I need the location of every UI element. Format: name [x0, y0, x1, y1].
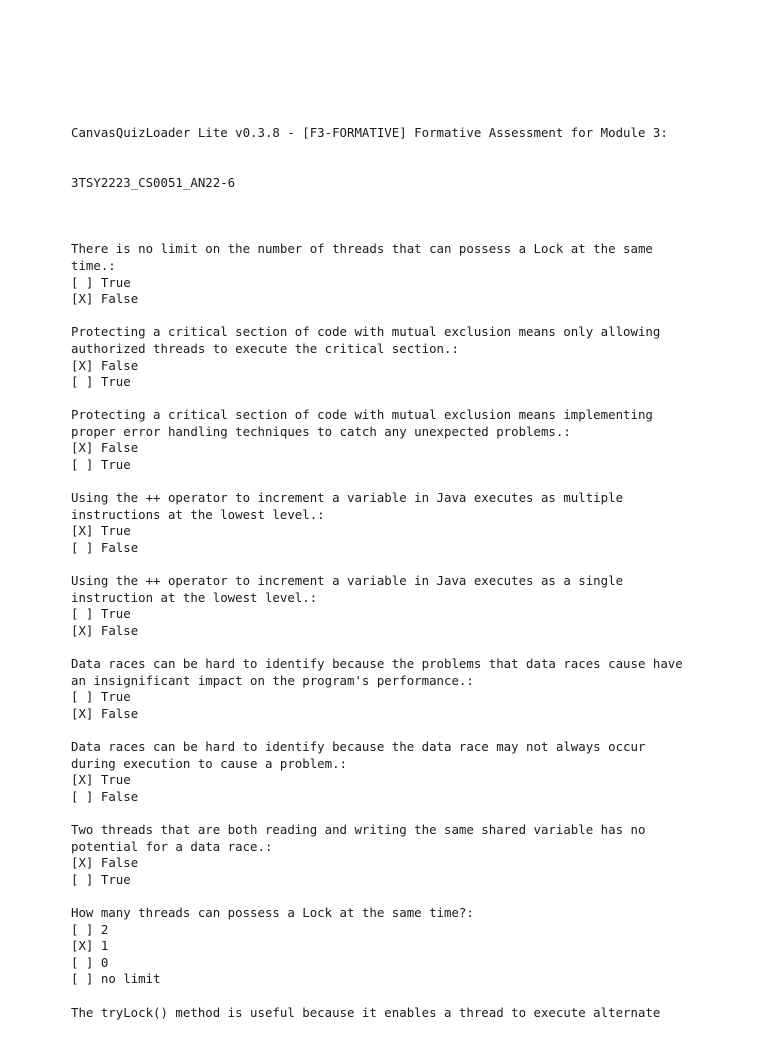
answer-option-label: 1: [100, 938, 109, 954]
question-text-line: Using the ++ operator to increment a variable in Java executes as multiple: [71, 490, 624, 506]
question-block: [71, 1005, 731, 1022]
answer-option: [71, 706, 731, 723]
answer-option: [71, 440, 731, 457]
question-block: [71, 490, 731, 556]
answer-option: [71, 275, 731, 292]
answer-option-label: False: [100, 440, 139, 456]
answer-checkbox-mark: [X]: [71, 855, 94, 871]
answer-checkbox-mark: [X]: [71, 523, 94, 539]
question-list: [71, 225, 731, 1022]
question-block: [71, 739, 731, 805]
question-text-line: Protecting a critical section of code with mutual exclusion means only allowing: [71, 324, 661, 340]
answer-option-label: 2: [100, 921, 109, 937]
answer-option: [71, 938, 731, 955]
answer-option: [71, 623, 731, 640]
blank-line: [71, 225, 731, 242]
answer-option: [71, 540, 731, 557]
question-text-line: time.:: [71, 257, 116, 273]
answer-option-label: True: [100, 523, 131, 539]
question-text-line: instruction at the lowest level.:: [71, 589, 318, 605]
question-block: [71, 241, 731, 307]
document-title-line-1: CanvasQuizLoader Lite v0.3.8 - [F3-FORMATIVE] Formative Assessment for Module 3:: [71, 125, 668, 141]
blank-line: [71, 474, 731, 491]
answer-checkbox-mark: [X]: [71, 291, 94, 307]
question-text-line: Data races can be hard to identify because the data race may not always occur: [71, 739, 646, 755]
answer-option: [71, 606, 731, 623]
answer-checkbox-mark: [ ]: [71, 788, 94, 804]
answer-option-label: True: [100, 871, 131, 887]
answer-option-label: True: [100, 606, 131, 622]
question-text-line: Data races can be hard to identify because the problems that data races cause have: [71, 656, 683, 672]
answer-option-label: False: [100, 357, 139, 373]
answer-checkbox-mark: [ ]: [71, 871, 94, 887]
answer-option: [71, 971, 731, 988]
answer-checkbox-mark: [X]: [71, 623, 94, 638]
question-text-line: instructions at the lowest level.:: [71, 506, 325, 522]
answer-option: [71, 955, 731, 972]
answer-checkbox-mark: [X]: [71, 938, 94, 954]
answer-option-label: False: [100, 540, 139, 556]
question-text-line: The tryLock() method is useful because it enables a thread to execute alternate: [71, 1004, 661, 1020]
answer-option: [71, 922, 731, 939]
question-block: [71, 324, 731, 390]
blank-line: [71, 391, 731, 408]
document-title-line-2: 3TSY2223_CS0051_AN22-6: [71, 174, 236, 190]
answer-checkbox-mark: [ ]: [71, 954, 94, 970]
answer-option-label: False: [100, 855, 139, 871]
answer-option: [71, 358, 731, 375]
answer-option-label: False: [100, 788, 139, 804]
blank-line: [71, 988, 731, 1005]
answer-option: [71, 457, 731, 474]
answer-checkbox-mark: [ ]: [71, 689, 94, 705]
blank-line: [71, 308, 731, 325]
blank-line: [71, 640, 731, 657]
answer-checkbox-mark: [X]: [71, 357, 94, 373]
answer-option: [71, 374, 731, 391]
answer-checkbox-mark: [X]: [71, 705, 94, 721]
answer-checkbox-mark: [ ]: [71, 457, 94, 473]
answer-option-label: False: [100, 705, 139, 721]
answer-option: [71, 789, 731, 806]
answer-option-label: True: [100, 457, 131, 473]
answer-checkbox-mark: [ ]: [71, 374, 94, 390]
question-text-line: Two threads that are both reading and writing the same shared variable has no: [71, 822, 646, 838]
answer-option-label: True: [100, 772, 131, 788]
question-block: [71, 822, 731, 888]
answer-option-label: False: [100, 623, 139, 638]
answer-option: [71, 855, 731, 872]
blank-line: [71, 806, 731, 823]
question-block: [71, 656, 731, 722]
blank-line: [71, 723, 731, 740]
question-text-line: proper error handling techniques to catch any unexpected problems.:: [71, 423, 571, 439]
question-text-line: How many threads can possess a Lock at the same time?:: [71, 905, 474, 921]
answer-option: [71, 689, 731, 706]
question-text-line: Protecting a critical section of code with mutual exclusion means implementing: [71, 407, 653, 423]
question-block: [71, 905, 731, 988]
blank-line: [71, 889, 731, 906]
answer-checkbox-mark: [ ]: [71, 921, 94, 937]
answer-checkbox-mark: [X]: [71, 772, 94, 788]
answer-checkbox-mark: [ ]: [71, 606, 94, 622]
answer-option-label: True: [100, 689, 131, 705]
answer-option: [71, 872, 731, 889]
question-block: [71, 573, 731, 639]
quiz-document: [71, 92, 731, 1038]
answer-option-label: 0: [100, 954, 109, 970]
answer-option-label: True: [100, 274, 131, 290]
question-text-line: during execution to cause a problem.:: [71, 755, 348, 771]
answer-option: [71, 291, 731, 308]
answer-checkbox-mark: [X]: [71, 440, 94, 456]
question-text-line: an insignificant impact on the program's performance.:: [71, 672, 474, 688]
answer-option-label: False: [100, 291, 139, 307]
answer-checkbox-mark: [ ]: [71, 971, 94, 987]
question-text-line: Using the ++ operator to increment a variable in Java executes as a single: [71, 573, 624, 589]
answer-option: [71, 772, 731, 789]
answer-option-label: no limit: [100, 971, 161, 987]
question-text-line: authorized threads to execute the critical section.:: [71, 340, 459, 356]
question-block: [71, 407, 731, 473]
answer-checkbox-mark: [ ]: [71, 540, 94, 556]
answer-checkbox-mark: [ ]: [71, 274, 94, 290]
question-text-line: potential for a data race.:: [71, 838, 273, 854]
question-text-line: There is no limit on the number of threads that can possess a Lock at the same: [71, 241, 653, 257]
answer-option: [71, 523, 731, 540]
blank-line: [71, 557, 731, 574]
answer-option-label: True: [100, 374, 131, 390]
